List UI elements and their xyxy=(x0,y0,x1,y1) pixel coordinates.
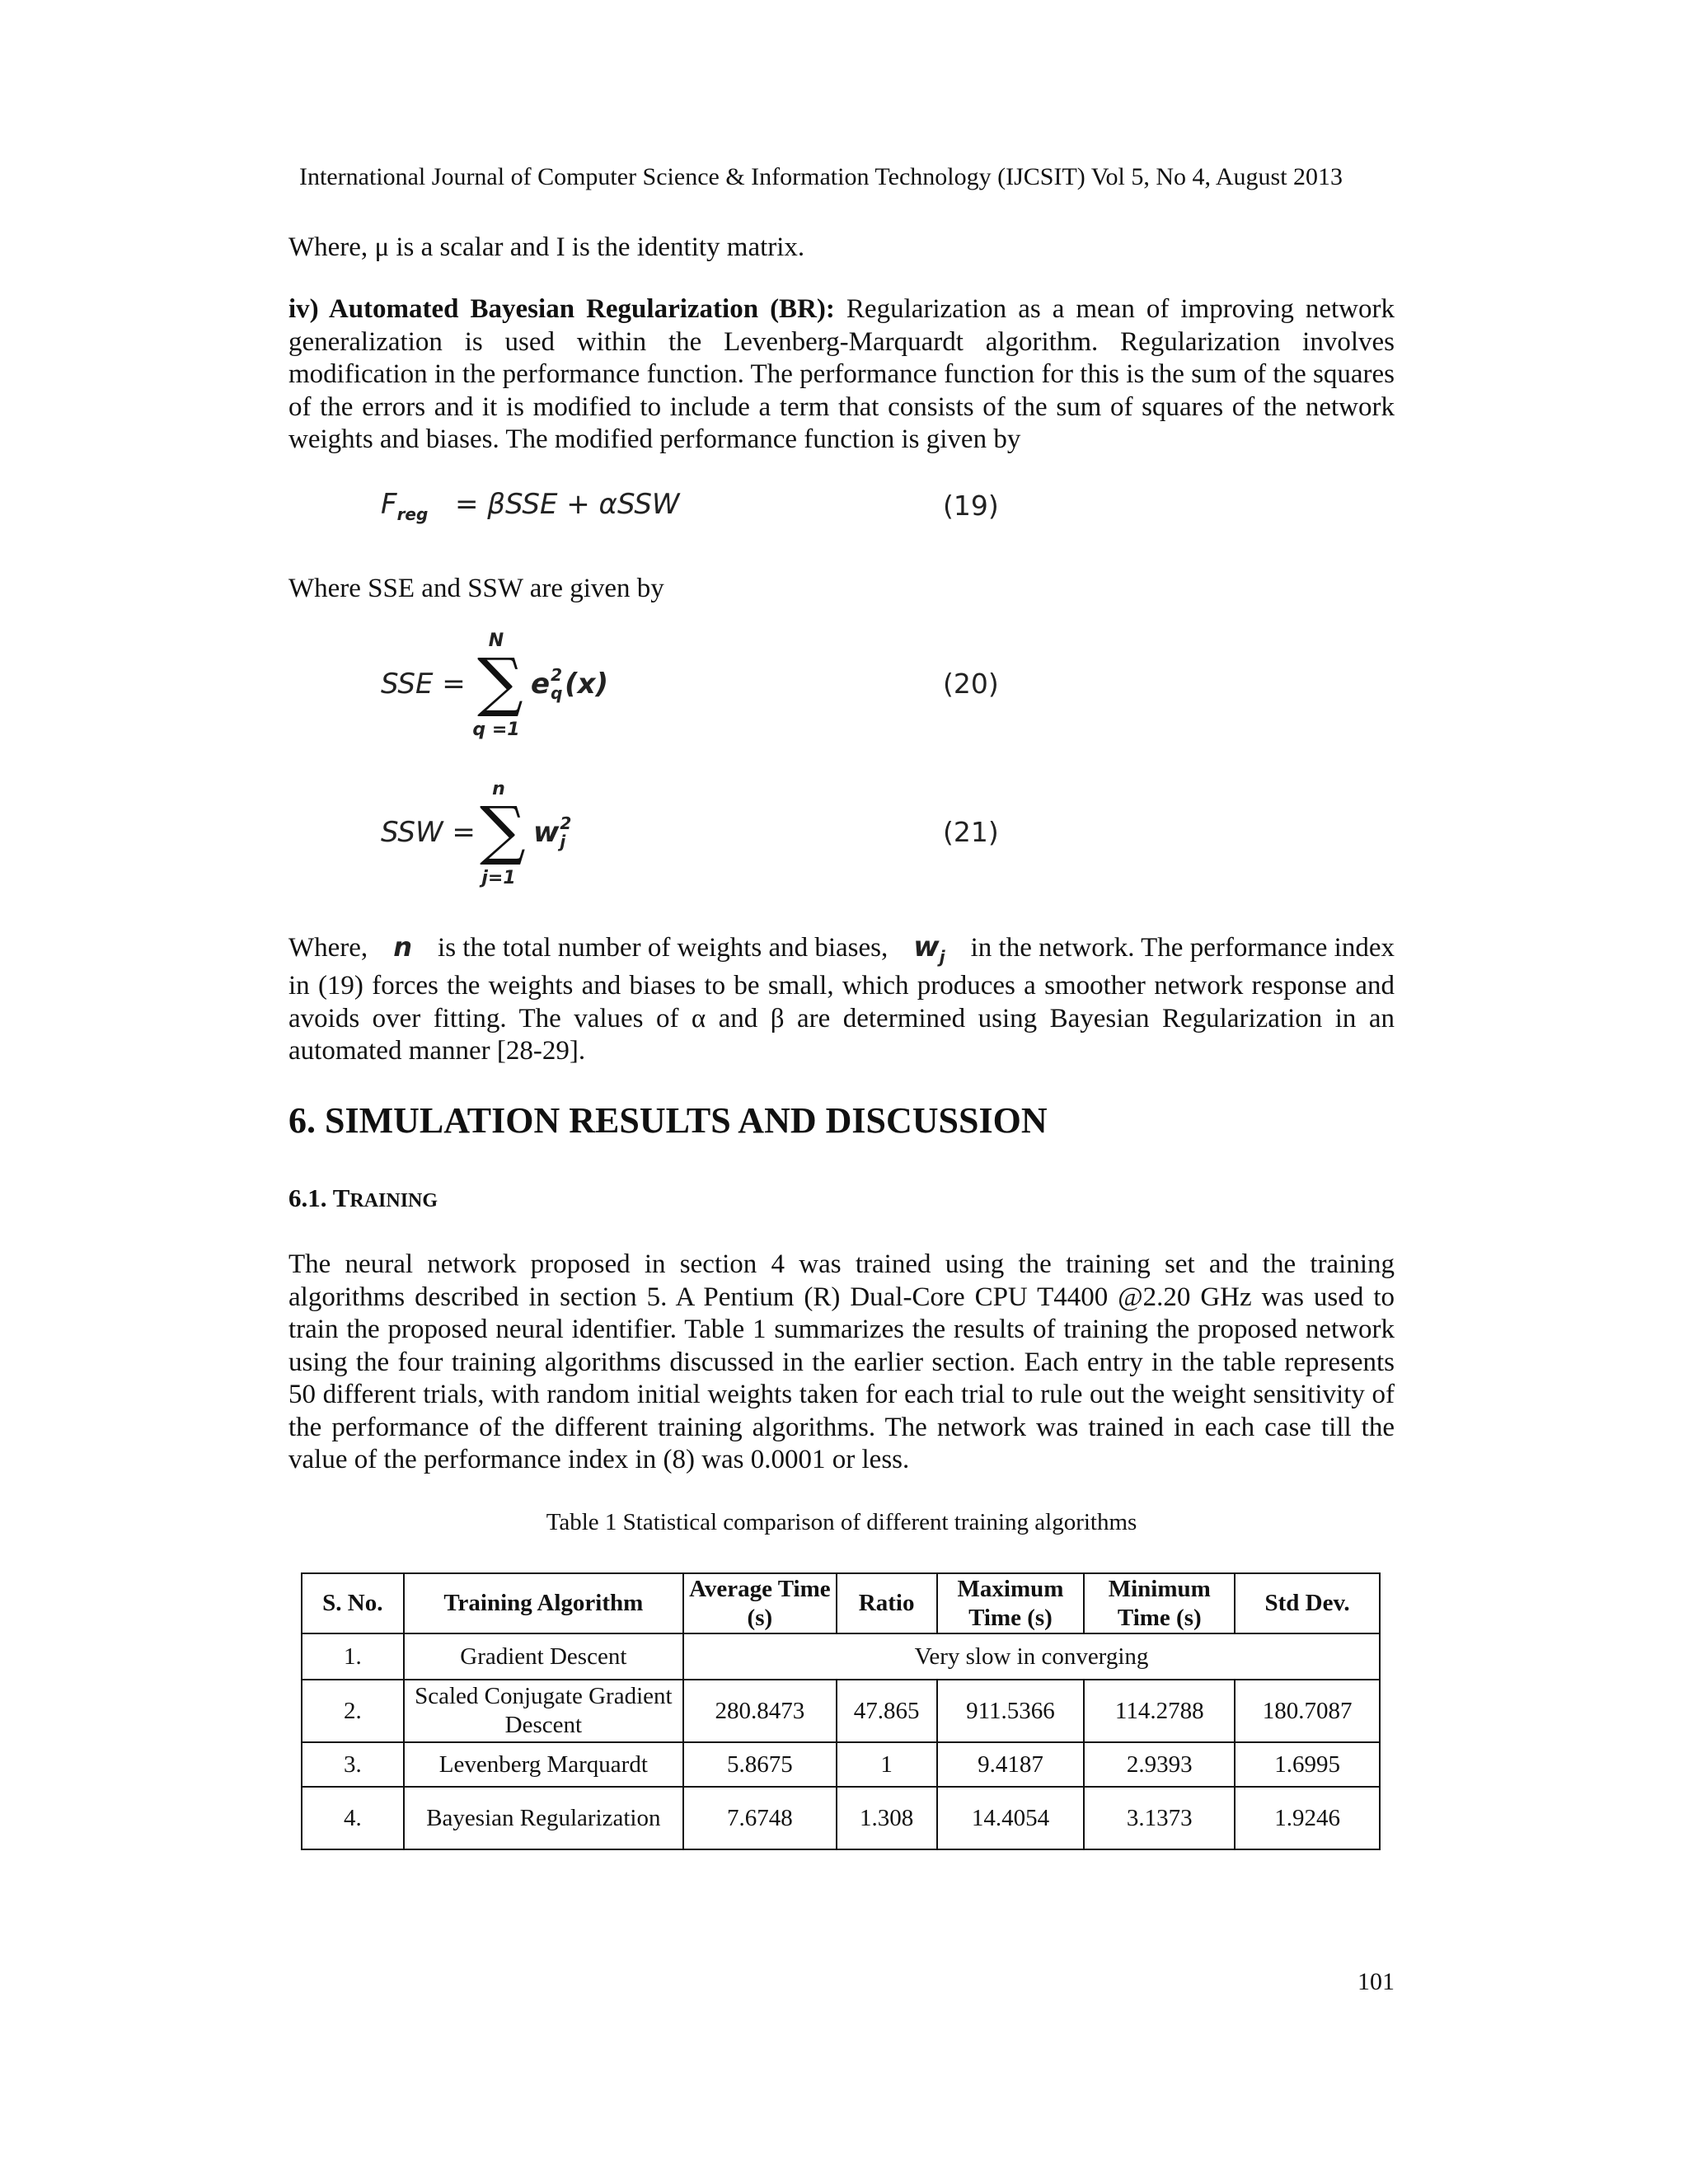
cell-average-time: 5.8675 xyxy=(683,1742,837,1787)
w-symbol: $w_j$ xyxy=(913,930,945,967)
table-row xyxy=(302,1680,1380,1742)
subsection-heading: 6.1. TRAINING xyxy=(288,1183,438,1212)
cell-minimum-time: 3.1373 xyxy=(1084,1787,1235,1849)
where-n-rest: in (19) forces the weights and biases to be small, which produces a smoother network response and avoids over fitting. The values of α and β are determined using Bayesian Regularization in an automated manner [28-29]. xyxy=(288,971,1395,1066)
n-symbol: n xyxy=(393,931,412,963)
br-body: Regularization as a mean of improving network generalization is used within the Levenberg-Marquardt algorithm. Regularization involves modification in the performance function. The performance function for this is the sum of the squares of the errors and it is modified to include a term that consists of the sum of squares of the network weights and biases. The modified performance function is given by xyxy=(288,294,1395,454)
eq21-number: (21) xyxy=(943,816,999,848)
cell-minimum-time: 2.9393 xyxy=(1084,1742,1235,1787)
header-std-dev: Std Dev. xyxy=(1235,1573,1380,1633)
header-sno: S. No. xyxy=(302,1573,404,1633)
cell-average-time: 280.8473 xyxy=(683,1680,837,1742)
eq21-lower-limit: j=1 xyxy=(481,868,516,888)
equation-20 xyxy=(381,630,1040,746)
eq21-upper-limit: n xyxy=(492,779,505,799)
cell-ratio: 47.865 xyxy=(837,1680,937,1742)
running-head: International Journal of Computer Science & Information Technology (IJCSIT) Vol 5, No 4, August 2013 xyxy=(299,163,1343,190)
eq20-number: (20) xyxy=(943,668,999,700)
header-maximum-time: Maximum Time (s) xyxy=(937,1573,1085,1633)
cell-sno: 3. xyxy=(302,1742,404,1787)
eq20-lhs: SSE = xyxy=(381,668,466,701)
training-paragraph: The neural network proposed in section 4 was trained using the training set and the training algorithms described in section 5. A Pentium (R) Dual-Core CPU T4400 @2.20 GHz was used to train the proposed neural identifier. Table 1 summarizes the results of training the proposed network using the four training algorithms discussed in the earlier section. Each entry in the table represents 50 different trials, with random initial weights taken for each trial to rule out the weight sensitivity of the performance of the different training algorithms. The network was trained in each case till the value of the performance index in (8) was 0.0001 or less. xyxy=(288,1249,1395,1474)
br-paragraph xyxy=(288,293,1395,457)
cell-average-time: 7.6748 xyxy=(683,1787,837,1849)
eq19-lhs: $F_{reg}$ xyxy=(381,488,429,524)
eq20-upper-limit: N xyxy=(488,630,504,651)
where-n-pre: Where, xyxy=(288,933,368,963)
where-n-post: in the network. The performance index xyxy=(970,933,1395,963)
cell-maximum-time: 911.5366 xyxy=(937,1680,1085,1742)
cell-std-dev: 180.7087 xyxy=(1235,1680,1380,1742)
cell-sno: 4. xyxy=(302,1787,404,1849)
identity-symbol: I xyxy=(556,232,565,262)
header-minimum-time: Minimum Time (s) xyxy=(1084,1573,1235,1633)
where-sse-ssw: Where SSE and SSW are given by xyxy=(288,574,664,603)
cell-sno: 1. xyxy=(302,1633,404,1680)
intro-mid: is a scalar and xyxy=(396,232,550,262)
eq20-lower-limit: q =1 xyxy=(472,719,520,740)
header-average-time: Average Time (s) xyxy=(683,1573,837,1633)
where-n-first-line xyxy=(288,931,1395,973)
cell-ratio: 1.308 xyxy=(837,1787,937,1849)
cell-algorithm: Gradient Descent xyxy=(404,1633,683,1680)
page-number: 101 xyxy=(1357,1968,1395,1995)
mu-symbol: μ xyxy=(374,232,390,262)
header-algorithm: Training Algorithm xyxy=(404,1573,683,1633)
header-ratio: Ratio xyxy=(837,1573,937,1633)
section-heading: 6. SIMULATION RESULTS AND DISCUSSION xyxy=(288,1100,1048,1141)
eq19-rhs: = βSSE + αSSW xyxy=(455,488,680,521)
cell-sno: 2. xyxy=(302,1680,404,1742)
eq20-term: e 2 q (x) xyxy=(531,665,609,703)
table-row xyxy=(302,1633,1380,1680)
table-row xyxy=(302,1787,1380,1849)
cell-algorithm: Bayesian Regularization xyxy=(404,1787,683,1849)
intro-line xyxy=(288,232,1395,265)
eq19-number: (19) xyxy=(943,490,999,522)
equation-19 xyxy=(381,486,1040,532)
br-heading: iv) Automated Bayesian Regularization (BR): xyxy=(288,294,835,324)
table-header-row xyxy=(302,1573,1380,1633)
cell-merged-note: Very slow in converging xyxy=(683,1633,1380,1680)
cell-std-dev: 1.6995 xyxy=(1235,1742,1380,1787)
intro-after: is the identity matrix. xyxy=(571,232,805,262)
table-row xyxy=(302,1742,1380,1787)
where-n-mid: is the total number of weights and biases, xyxy=(438,933,889,963)
sigma-icon: ∑ xyxy=(480,794,526,868)
eq21-lhs: SSW = xyxy=(381,816,476,849)
cell-minimum-time: 114.2788 xyxy=(1084,1680,1235,1742)
eq21-term: w 2 j xyxy=(533,813,572,851)
cell-algorithm: Scaled Conjugate Gradient Descent xyxy=(404,1680,683,1742)
cell-std-dev: 1.9246 xyxy=(1235,1787,1380,1849)
results-table xyxy=(301,1572,1381,1850)
equation-21 xyxy=(381,779,1040,894)
intro-where: Where, xyxy=(288,232,368,262)
table-caption: Table 1 Statistical comparison of different training algorithms xyxy=(546,1509,1137,1535)
cell-maximum-time: 14.4054 xyxy=(937,1787,1085,1849)
cell-algorithm: Levenberg Marquardt xyxy=(404,1742,683,1787)
cell-maximum-time: 9.4187 xyxy=(937,1742,1085,1787)
sigma-icon: ∑ xyxy=(477,645,523,719)
cell-ratio: 1 xyxy=(837,1742,937,1787)
